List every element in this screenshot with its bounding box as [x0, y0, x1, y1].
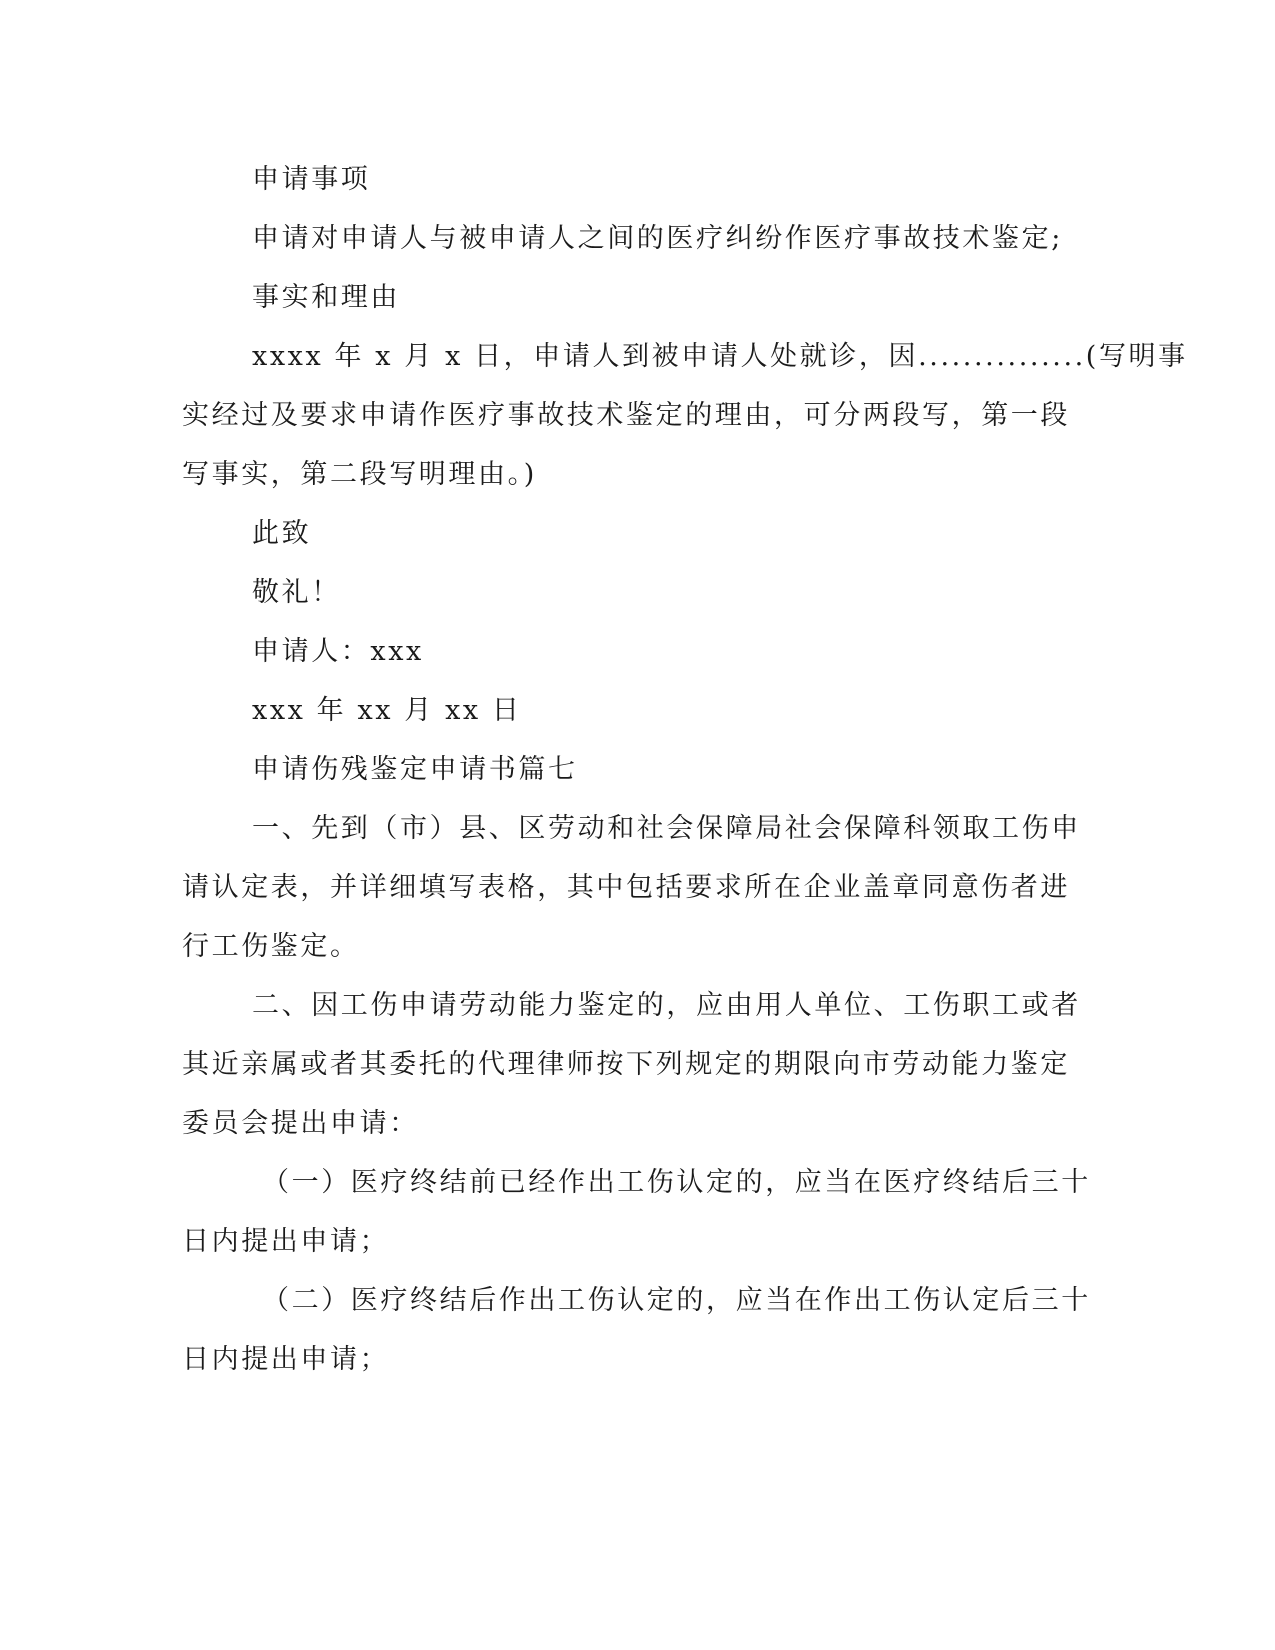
list-item-line: （二）医疗终结后作出工伤认定的，应当在作出工伤认定后三十 [262, 1285, 1091, 1316]
list-item-line: 日内提出申请； [182, 1226, 390, 1257]
list-item-line: 日内提出申请； [182, 1344, 390, 1375]
paragraph-line: 委员会提出申请： [182, 1108, 419, 1139]
closing-salutation: 此致 [252, 518, 312, 549]
applicant-signature: 申请人：xxx [252, 636, 424, 667]
paragraph-line: 实经过及要求申请作医疗事故技术鉴定的理由，可分两段写，第一段 [182, 400, 1070, 431]
paragraph-line: 一、先到（市）县、区劳动和社会保障局社会保障科领取工伤申 [252, 813, 1081, 844]
paragraph-line: xxxx 年 x 月 x 日，申请人到被申请人处就诊，因...............(写明事 [252, 341, 1188, 372]
heading-facts-reasons: 事实和理由 [252, 282, 400, 313]
paragraph-line: 申请对申请人与被申请人之间的医疗纠纷作医疗事故技术鉴定; [252, 223, 1063, 254]
section-title: 申请伤残鉴定申请书篇七 [252, 754, 578, 785]
signature-date: xxx 年 xx 月 xx 日 [252, 695, 522, 726]
closing-regards: 敬礼！ [252, 577, 341, 608]
paragraph-line: 行工伤鉴定。 [182, 931, 360, 962]
paragraph-line: 请认定表，并详细填写表格，其中包括要求所在企业盖章同意伤者进 [182, 872, 1070, 903]
heading-application-items: 申请事项 [252, 164, 371, 195]
list-item-line: （一）医疗终结前已经作出工伤认定的，应当在医疗终结后三十 [262, 1167, 1091, 1198]
paragraph-line: 二、因工伤申请劳动能力鉴定的，应由用人单位、工伤职工或者 [252, 990, 1081, 1021]
paragraph-line: 其近亲属或者其委托的代理律师按下列规定的期限向市劳动能力鉴定 [182, 1049, 1070, 1080]
paragraph-line: 写事实，第二段写明理由。) [182, 459, 537, 490]
